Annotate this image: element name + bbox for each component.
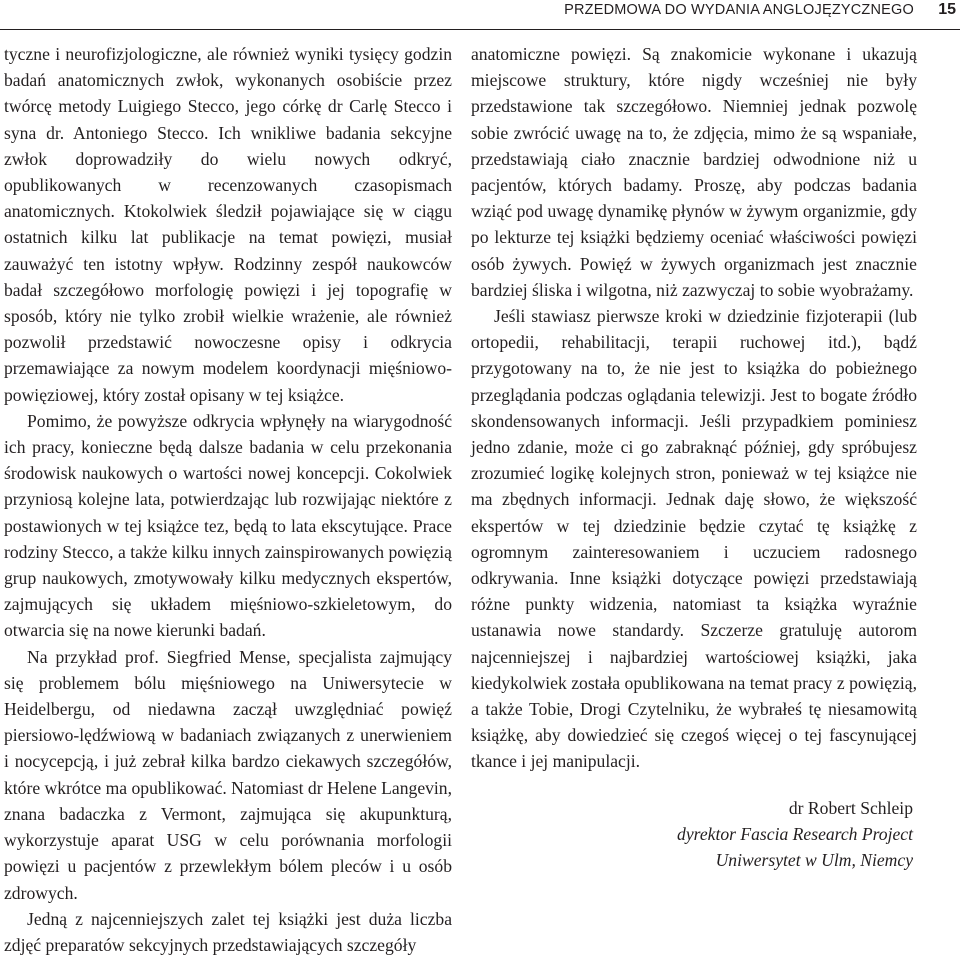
left-paragraph-1: tyczne i neurofizjologiczne, ale również wyniki tysięcy godzin badań anatomicznych zwłok, wykonanych osobiście przez twórcę metody Luigiego Stecco, jego córkę dr Carlę Stecco i syna dr. Antoniego Stecco. Ich wnikliwe badania sekcyjne zwłok doprowadziły do wielu nowych odkryć, opublikowanych w recenzowanych czasopismach anatomicznych. Ktokolwiek śledził pojawiające się w ciągu ostatnich kilku lat publikacje na temat powięzi, musiał zauważyć ten istotny wpływ. Rodzinny zespół naukowców badał szczegółowo morfologię powięzi i jej topografię w sposób, który nie tylko zrobił wielkie wrażenie, ale również pozwolił przedstawić nowoczesne opisy i odkrycia przemawiające za nowym modelem koordynacji mięśniowo-powięziowej, który został opisany w tej książce.: [4, 44, 452, 405]
running-header-title: PRZEDMOWA DO WYDANIA ANGLOJĘZYCZNEGO: [564, 2, 914, 18]
right-column: [471, 41, 917, 873]
right-paragraph-1: anatomiczne powięzi. Są znakomicie wykonane i ukazują miejscowe struktury, które nigdy wcześniej nie były przedstawione tak szczegółowo. Niemniej jednak pozwolę sobie zwrócić uwagę na to, że zdjęcia, mimo że są wspaniałe, przedstawiają ciało znacznie bardziej odwodnione niż u pacjentów, których badamy. Proszę, aby podczas badania wziąć pod uwagę dynamikę płynów w żywym organizmie, gdy po lekturze tej książki będziemy oceniać właściwości powięzi osób żywych. Powięź w żywych organizmach jest znacznie bardziej śliska i wilgotna, niż zazwyczaj to sobie wyobrażamy.: [471, 44, 917, 300]
signature-name: dr Robert Schleip: [788, 797, 913, 818]
signature-role: dyrektor Fascia Research Project: [677, 823, 913, 844]
right-paragraph-2: Jeśli stawiasz pierwsze kroki w dziedzinie fizjoterapii (lub ortopedii, rehabilitacji, terapii ruchowej itd.), bądź przygotowany na to, że nie jest to książka do pobieżnego przeglądania podczas oglądania telewizji. Jest to bogate źródło skondensowanych informacji. Jeśli przypadkiem pominiesz jedno zdanie, może ci go zabraknąć później, gdy spróbujesz zrozumieć logikę kolejnych stron, ponieważ w tej książce nie ma zbędnych informacji. Jednak daję słowo, że większość ekspertów w tej dziedzinie będzie czytać tę książkę z ogromnym zainteresowaniem i uczuciem radosnego odkrywania. Inne książki dotyczące powięzi przedstawiają różne punkty widzenia, natomiast ta książka wyraźnie ustanawia nowe standardy. Szczerze gratuluję autorom najcenniejszej i najbardziej wartościowej książki, jaka kiedykolwiek została opublikowana na temat pracy z powięzią, a także Tobie, Drogi Czytelniku, że wybrałeś tę niesamowitą książkę, aby dowiedzieć się czegoś więcej o tej fascynującej tkance i jej manipulacji.: [471, 306, 917, 772]
page-number: 15: [938, 1, 956, 18]
left-paragraph-4: Jedną z najcenniejszych zalet tej książki jest duża liczba zdjęć preparatów sekcyjnych przedstawiających szczegóły: [4, 908, 452, 955]
left-paragraph-2: Pomimo, że powyższe odkrycia wpłynęły na wiarygodność ich pracy, konieczne będą dalsze badania w celu przekonania środowisk naukowych o wartości nowej koncepcji. Cokolwiek przyniosą kolejne lata, potwierdzając lub rozwijając niektóre z postawionych w tej książce tez, będą to lata ekscytujące. Prace rodziny Stecco, a także kilku innych zainspirowanych powięzią grup naukowych, zmotywowały kilku medycznych ekspertów, zajmujących się układem mięśniowo-szkieletowym, do otwarcia się na nowe kierunki badań.: [4, 410, 452, 641]
left-column: [4, 41, 452, 958]
running-header: [0, 0, 960, 30]
signature-block: [471, 795, 917, 873]
left-paragraph-3: Na przykład prof. Siegfried Mense, specjalista zajmujący się problemem bólu mięśniowego na Uniwersytecie w Heidelbergu, od niedawna zaczął uwzględniać powięź piersiowo-lędźwiową w badaniach związanych z unerwieniem i nocycepcją, i już zebrał kilka bardzo ciekawych szczegółów, które wkrótce ma opublikować. Natomiast dr Helene Langevin, znana badaczka z Vermont, zajmująca się akupunkturą, wykorzystuje aparat USG w celu porównania morfologii powięzi u pacjentów z przewlekłym bólem pleców i u osób zdrowych.: [4, 646, 453, 903]
header-rule: [0, 29, 960, 30]
signature-affiliation: Uniwersytet w Ulm, Niemcy: [715, 849, 913, 870]
